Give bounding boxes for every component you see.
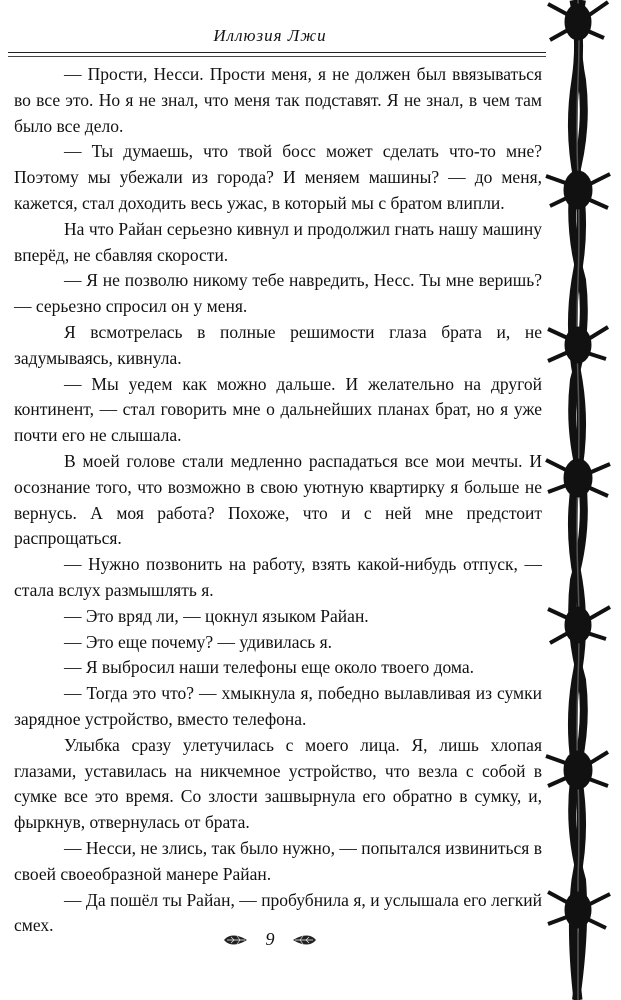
paragraph: — Прости, Несси. Прости меня, я не должен был ввязываться во все это. Но я не знал, что меня так подставят. Я не знал, в чем там было все дело. <box>14 64 542 136</box>
page-footer <box>0 928 540 950</box>
barb-knot <box>548 892 610 928</box>
paragraph: — Ты думаешь, что твой босс может сделать что-то мне? Поэтому мы убежали из города? И меняем машины? — до меня, кажется, стал доходить весь ужас, в который мы с братом влипли. <box>14 141 542 213</box>
paragraph: На что Райан серьезно кивнул и продолжил гнать нашу машину вперёд, не сбавляя скорости. <box>14 218 542 265</box>
paragraph: — Нужно позвонить на работу, взять какой-нибудь отпуск, — стала вслух размышлять я. <box>14 554 542 600</box>
header-divider <box>8 52 546 53</box>
right-leaf-ornament-icon <box>291 933 317 947</box>
paragraph: — Тогда это что? — хмыкнула я, победно вылавливая из сумки зарядное устройство, вместо телефона. <box>14 683 542 729</box>
page-number: 9 <box>265 929 275 950</box>
barb-knot <box>548 327 608 363</box>
body-text <box>14 62 542 939</box>
paragraph: — Это вряд ли, — цокнул языком Райан. <box>64 605 369 626</box>
left-leaf-ornament-icon <box>223 933 249 947</box>
barb-knot <box>548 607 610 643</box>
paragraph: — Несси, не злись, так было нужно, — попытался извиниться в своей своеобразной манере Райан. <box>14 837 542 884</box>
running-header <box>0 26 540 46</box>
wire-strand <box>572 0 584 1000</box>
barbed-wire-decoration <box>538 0 621 1000</box>
paragraph: — Это еще почему? — удивилась я. <box>64 631 333 652</box>
barb-knot <box>548 2 608 40</box>
header-divider-secondary <box>8 56 546 57</box>
book-title: Иллюзия Лжи <box>213 26 327 45</box>
paragraph: — Я не позволю никому тебе навредить, Несс. Ты мне веришь? — серьезно спросил он у меня. <box>14 270 542 317</box>
paragraph: Улыбка сразу улетучилась с моего лица. Я, лишь хлопая глазами, уставилась на никчемное устройство, что везла с собой в сумке все это время. Со злости зашвырнула его обратно в сумку, и, фыркнув, отвернулась от брата. <box>14 734 542 833</box>
paragraph: В моей голове стали медленно распадаться все мои мечты. И осознание того, что возможно в свою уютную квартирку я больше не вернусь. А моя работа? Похоже, что и с ней мне предстоит распрощаться. <box>14 450 542 549</box>
paragraph: — Я выбросил наши телефоны еще около твоего дома. <box>64 657 475 678</box>
barb-knot <box>546 459 610 497</box>
barb-knot <box>546 171 610 209</box>
paragraph: — Да пошёл ты Райан, — пробубнила я, и услышала его легкий смех. <box>14 889 542 936</box>
paragraph: Я всмотрелась в полные решимости глаза брата и, не задумываясь, кивнула. <box>14 321 542 368</box>
barb-knot <box>546 751 608 789</box>
paragraph: — Мы уедем как можно дальше. И желательно на другой континент, — стал говорить мне о дальнейших планах брат, но я уже почти его не слышала. <box>14 373 542 446</box>
